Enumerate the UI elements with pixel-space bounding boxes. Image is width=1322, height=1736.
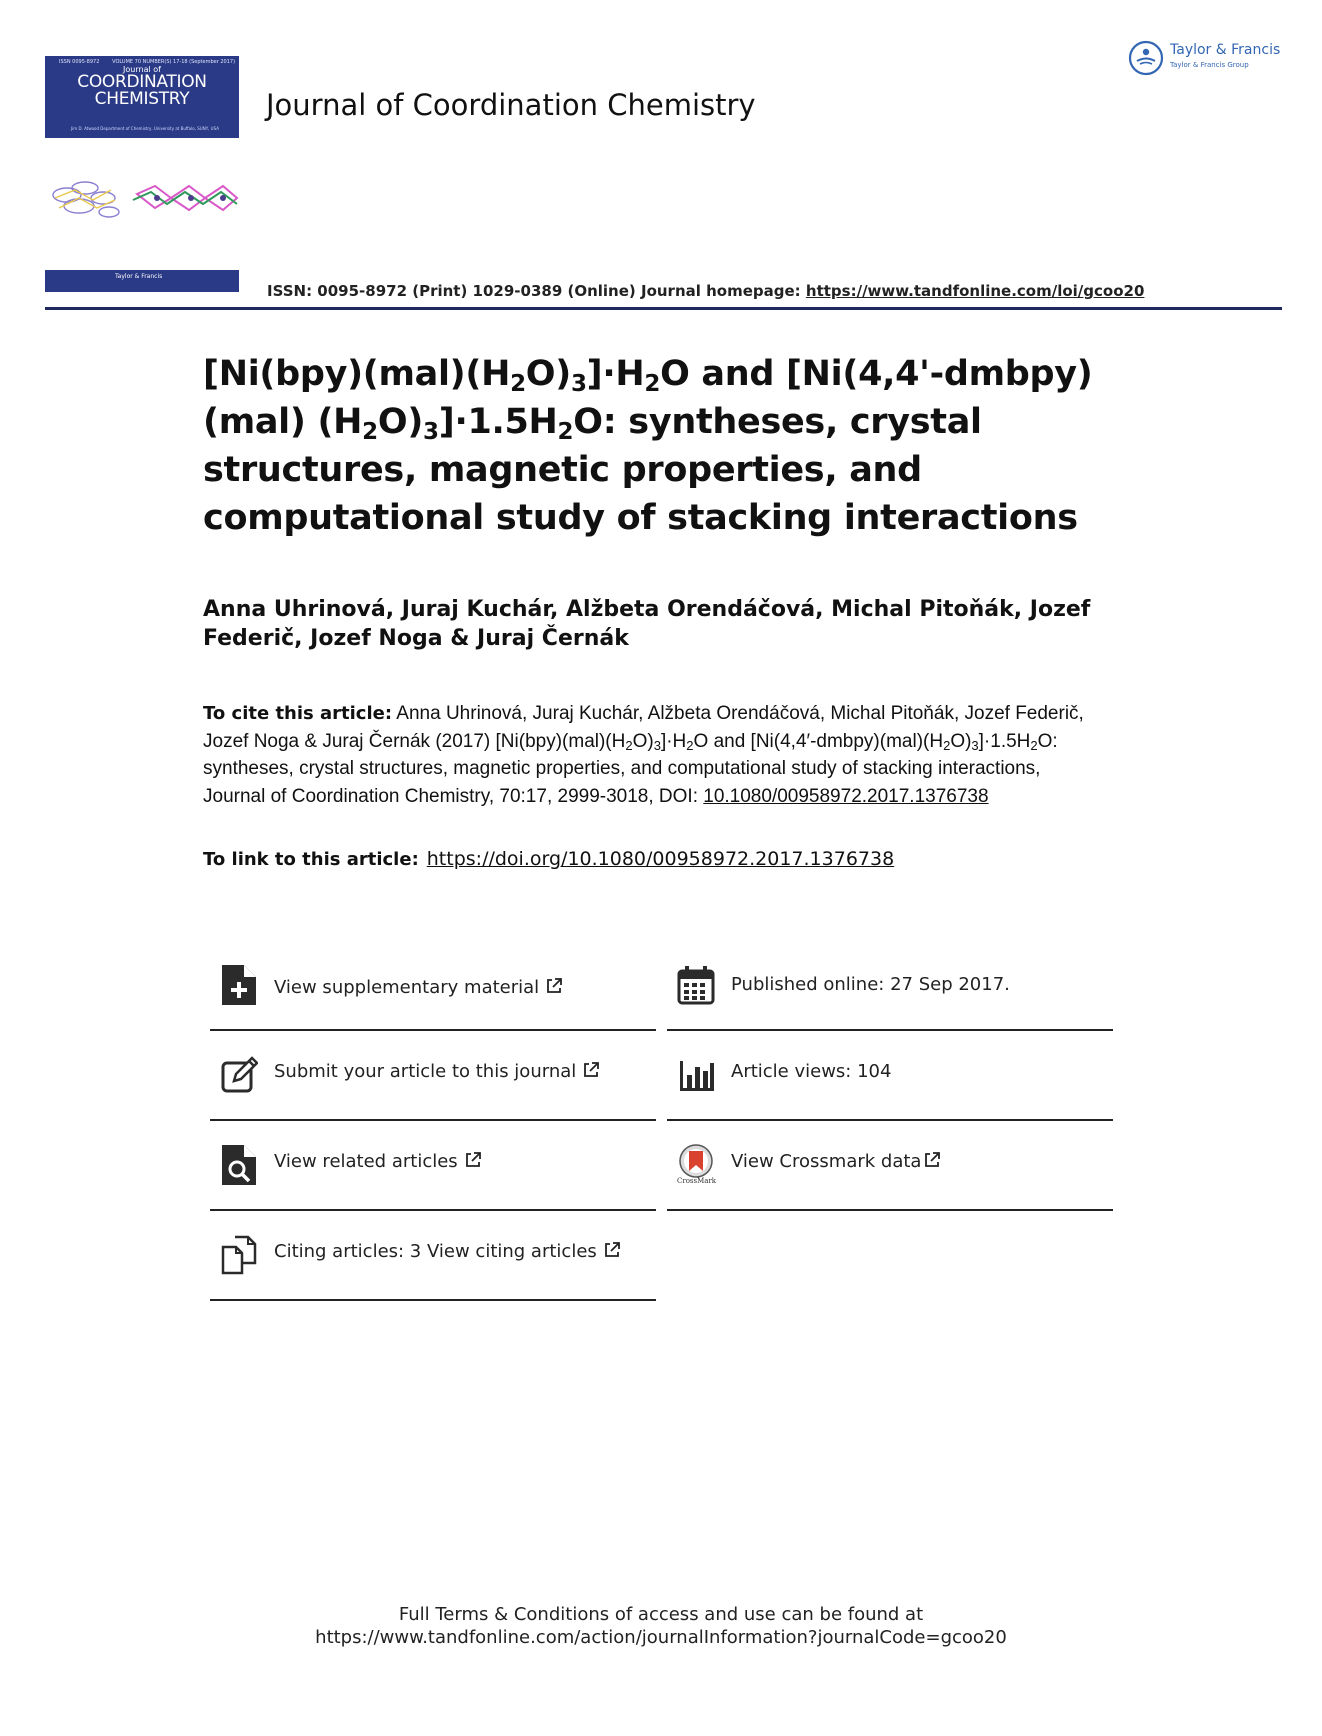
external-link-icon bbox=[603, 1241, 621, 1259]
cover-name-line2: CHEMISTRY bbox=[94, 89, 190, 109]
cover-journal-of: Journal of bbox=[123, 65, 161, 74]
footer-terms-text: Full Terms & Conditions of access and use can be found at bbox=[398, 1604, 924, 1625]
edit-icon bbox=[220, 1053, 258, 1097]
search-document-icon bbox=[220, 1143, 258, 1187]
article-authors: Anna Uhrinová, Juraj Kuchár, Alžbeta Orendáčová, Michal Pitoňák, Jozef Federič, Jozef Noga & Juraj Černák bbox=[203, 597, 1091, 651]
cover-issn-text: ISSN 0095-8972 bbox=[59, 59, 100, 65]
article-doi-link[interactable]: https://doi.org/10.1080/00958972.2017.1376738 bbox=[426, 848, 895, 870]
article-link-label: To link to this article: bbox=[203, 849, 419, 870]
publisher-logo[interactable] bbox=[1128, 38, 1288, 78]
submit-article-link[interactable]: Submit your article to this journal bbox=[274, 1061, 600, 1082]
cover-header-band bbox=[45, 56, 239, 138]
journal-homepage-link[interactable]: https://www.tandfonline.com/loi/gcoo20 bbox=[805, 282, 1145, 300]
external-link-icon bbox=[464, 1151, 482, 1169]
article-title: $[Ni(bpy)(mal)(H_2O)_3]\cdot H_2O$ and [Ni(4,4'-dmbpy)(mal) $(H_2O)_3]\cdot 1.5H_2O$: syntheses, crystal structures, magnetic properties, and computational study of stacking interactions bbox=[203, 354, 1093, 538]
cover-publisher-small: Taylor & Francis bbox=[115, 273, 163, 280]
citing-cell[interactable] bbox=[210, 1211, 656, 1301]
crossmark-link[interactable]: View Crossmark data bbox=[731, 1151, 941, 1172]
crossmark-logo-text: CrossMark bbox=[677, 1177, 717, 1185]
journal-title: Journal of Coordination Chemistry bbox=[266, 88, 756, 122]
cover-footer-band bbox=[45, 270, 239, 292]
issn-text: ISSN: 0095-8972 (Print) 1029-0389 (Online) Journal homepage: bbox=[267, 282, 801, 300]
article-link-line bbox=[203, 848, 894, 870]
citation-label: To cite this article: bbox=[203, 703, 393, 724]
issn-line bbox=[267, 282, 1144, 300]
external-link-icon bbox=[545, 977, 563, 995]
cover-editor-small: Jim D. Atwood Department of Chemistry, University at Buffalo, SUNY, USA bbox=[71, 126, 219, 131]
supplementary-link[interactable]: View supplementary material bbox=[274, 977, 563, 998]
submit-cell[interactable] bbox=[210, 1031, 656, 1121]
publisher-name: Taylor & Francis bbox=[1170, 42, 1281, 58]
bar-chart-icon bbox=[677, 1053, 715, 1097]
external-link-icon bbox=[923, 1151, 941, 1169]
citation-doi-link[interactable]: 10.1080/00958972.2017.1376738 bbox=[703, 785, 989, 807]
related-cell[interactable] bbox=[210, 1121, 656, 1211]
supplementary-cell[interactable] bbox=[210, 941, 656, 1031]
article-views: Article views: 104 bbox=[731, 1061, 892, 1082]
terms-footer bbox=[0, 1603, 1322, 1649]
journal-cover bbox=[45, 56, 239, 292]
citing-articles-link[interactable]: Citing articles: 3 View citing articles bbox=[274, 1241, 621, 1262]
related-articles-link[interactable]: View related articles bbox=[274, 1151, 482, 1172]
external-link-icon bbox=[582, 1061, 600, 1079]
crossmark-cell[interactable] bbox=[667, 1121, 1113, 1211]
cover-volume-text: VOLUME 70 NUMBER(S) 17-18 (September 2017) bbox=[112, 59, 236, 65]
cover-molecule-artwork bbox=[45, 168, 239, 258]
add-document-icon bbox=[220, 963, 258, 1007]
cover-name-line1: COORDINATION bbox=[77, 72, 207, 92]
header-divider bbox=[45, 307, 1282, 310]
published-date: Published online: 27 Sep 2017. bbox=[731, 974, 1010, 995]
calendar-icon bbox=[677, 963, 715, 1007]
published-cell bbox=[667, 941, 1113, 1031]
publisher-group: Taylor & Francis Group bbox=[1170, 61, 1249, 69]
views-cell bbox=[667, 1031, 1113, 1121]
cover-journal-name bbox=[45, 74, 239, 108]
publisher-logo-icon bbox=[1128, 40, 1164, 76]
footer-terms-url[interactable]: https://www.tandfonline.com/action/journalInformation?journalCode=gcoo20 bbox=[315, 1627, 1007, 1648]
citation-block: To cite this article: Anna Uhrinová, Juraj Kuchár, Alžbeta Orendáčová, Michal Pitoňák, Jozef Federič, Jozef Noga & Juraj Černák (2017) $[Ni(bpy)(mal)(H_2O)_3]\cdot H_2O$ and $[Ni(4,4'-dmbpy)(mal)(H_2O)_3]\cdot 1.5H_2O$: syntheses, crystal structures, magnetic properties, and computational study of stacking interactions, Journal of Coordination Chemistry, 70:17, 2999-3018, DOI: 10.1080/00958972.2017.1376738 bbox=[203, 703, 1084, 807]
copy-documents-icon bbox=[220, 1233, 258, 1277]
